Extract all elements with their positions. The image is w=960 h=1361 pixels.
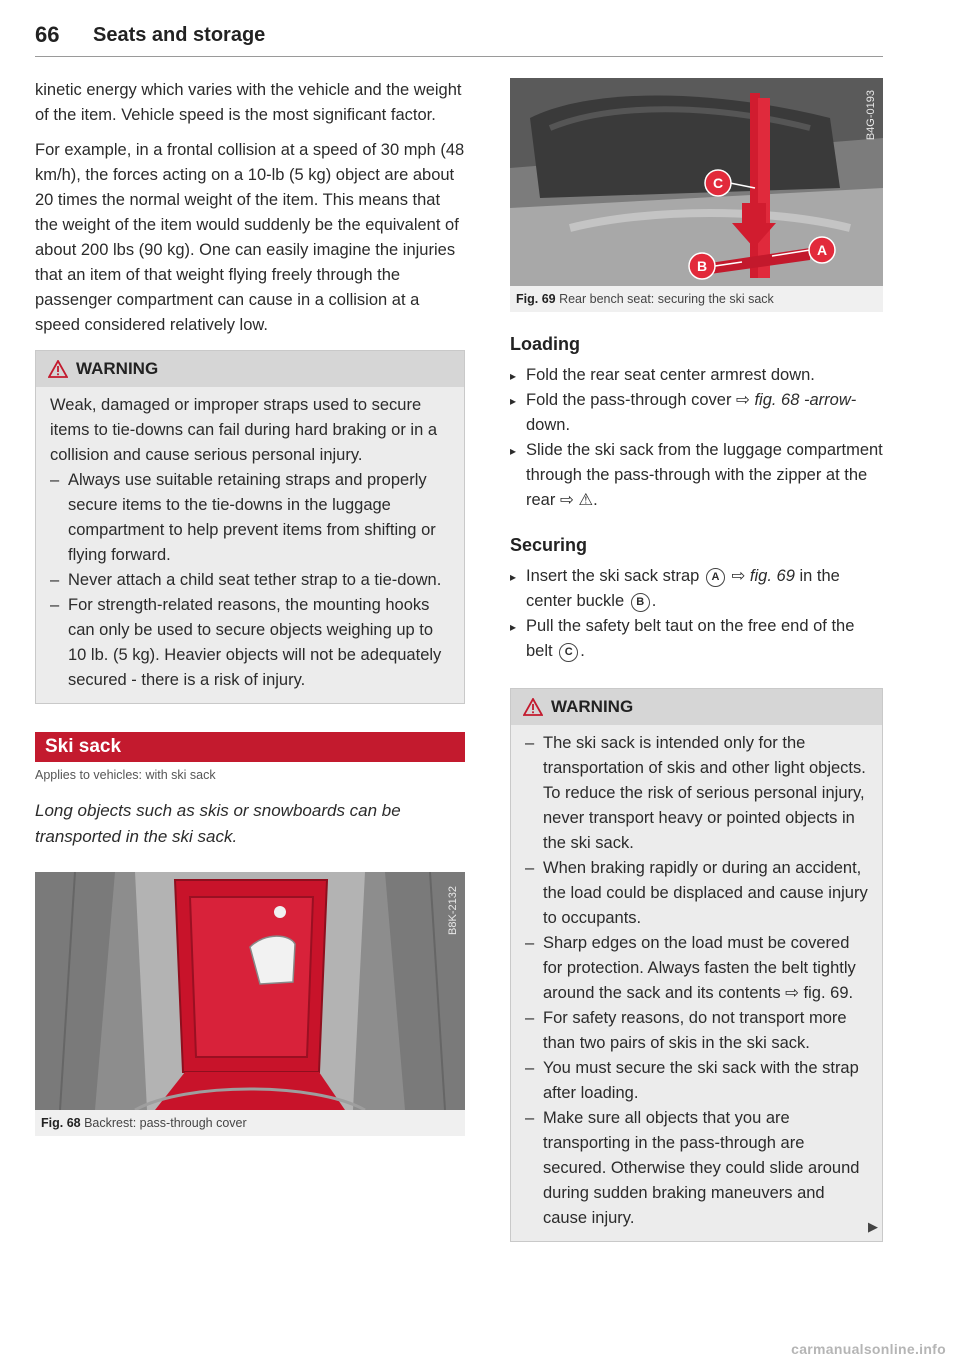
loading-step [510,438,883,513]
backrest-illustration [35,872,465,1110]
figure-69-text: Rear bench seat: securing the ski sack [559,292,774,306]
loading-step-text: Fold the pass-through cover [526,391,732,409]
section-title: Seats and storage [93,24,266,46]
warning-intro: Weak, damaged or improper straps used to secure items to tie-downs can fail during hard braking or in a collision and cause serious personal injury. [50,396,438,464]
figure-68-text: Backrest: pass-through cover [84,1116,247,1130]
figure-68 [35,872,465,1136]
page-header [35,22,883,57]
loading-steps [510,363,883,513]
warning-item: – You must secure the ski sack with the strap after loading. [525,1056,868,1106]
warning-triangle-icon [48,360,68,378]
callout-a-marker: A [706,568,725,587]
warning-item: – Never attach a child seat tether strap to a tie-down. [50,568,450,593]
warning-item: – When braking rapidly or during an accident, the load could be displaced and cause injury to occupants. [525,856,868,931]
figure-69-label: Fig. 69 [516,292,556,306]
warning-title: WARNING [551,697,634,716]
securing-steps [510,564,883,664]
loading-heading: Loading [510,334,580,354]
warning-triangle-icon [523,698,543,716]
page-number: 66 [35,22,60,47]
warning-item: – Always use suitable retaining straps and properly secure items to the tie-downs in the luggage compartment to help prevent items from shifting or flying forward. [50,468,450,568]
figure-reference[interactable]: ⇨ fig. 68 -arrow- [736,391,857,409]
callout-b-marker: B [631,593,650,612]
figure-reference[interactable]: ⇨ fig. 69 [731,567,795,585]
figure-68-image [35,872,465,1110]
figure-68-caption [35,1110,465,1130]
warning-list [525,731,868,1231]
figure-68-label: Fig. 68 [41,1116,81,1130]
callout-c-marker: C [559,643,578,662]
left-column [35,78,465,1136]
applies-to-note: Applies to vehicles: with ski sack [35,768,216,782]
paragraph-kinetic: kinetic energy which varies with the vehicle and the weight of the item. Vehicle speed is the most significant factor. [35,81,462,124]
warning-list [50,468,450,693]
warning-header [36,351,464,387]
warning-item: – For safety reasons, do not transport more than two pairs of skis in the ski sack. [525,1006,868,1056]
ski-sack-intro: Long objects such as skis or snowboards can be transported in the ski sack. [35,801,401,846]
ski-sack-heading: Ski sack [35,732,465,762]
figure-68-code: B8K-2132 [447,886,459,935]
warning-item: – For strength-related reasons, the mounting hooks can only be used to secure objects weighing up to 10 lb. (5 kg). Heavier objects will not be adequately secured - there is a risk of injury. [50,593,450,693]
securing-step: ▸ Pull the safety belt taut on the free end of the belt C . [510,614,883,664]
warning-body [36,387,464,703]
warning-header [511,689,882,725]
loading-step-text: down. [526,416,571,434]
securing-step-text: Insert the ski sack strap [526,567,700,585]
callout-c-label: C [712,175,724,191]
right-column [510,78,883,1242]
warning-body [511,725,882,1241]
loading-step [510,388,883,438]
warning-reference[interactable]: ⇨ ⚠. [559,491,598,509]
watermark: carmanualsonline.info [791,1341,946,1357]
figure-69-caption [510,286,883,306]
loading-step: ▸ Fold the rear seat center armrest down. [510,363,883,388]
securing-step-text: in the center buckle [526,567,840,610]
warning-title: WARNING [76,359,159,378]
warning-box-straps [35,350,465,704]
loading-step-text: Slide the ski sack from the luggage compartment through the pass-through with the zipper at the rear [526,441,883,509]
callout-b-label: B [696,258,708,274]
figure-69 [510,78,883,312]
bench-seat-illustration [510,78,883,286]
callout-a-label: A [816,242,828,258]
securing-heading: Securing [510,535,588,555]
warning-item: – Sharp edges on the load must be covered for protection. Always fasten the belt tightly around the sack and its contents ⇨ fig. 69. [525,931,868,1006]
securing-step-text: Pull the safety belt taut on the free end of the belt [526,617,855,660]
paragraph-example: For example, in a frontal collision at a speed of 30 mph (48 km/h), the forces acting on a 10-lb (5 kg) object are about 20 times the normal weight of the item. This means that the weight of the item would suddenly be the equivalent of about 200 lbs (90 kg). One can easily imagine the injuries that an item of that weight flying freely through the passenger compartment can cause in a collision at a speed considered relatively low. [35,141,465,334]
warning-box-ski-sack [510,688,883,1242]
figure-69-image [510,78,883,286]
warning-item: – Make sure all objects that you are transporting in the pass-through are secured. Otherwise they could slide around during sudden braking maneuvers and cause injury. [525,1106,868,1231]
warning-item: – The ski sack is intended only for the transportation of skis and other light objects. To reduce the risk of serious personal injury, never transport heavy or pointed objects in the ski sack. [525,731,868,856]
figure-69-code: B4G-0193 [865,90,877,141]
securing-step: ▸ Insert the ski sack strap A ⇨ fig. 69 in the center buckle B . [510,564,883,614]
continue-arrow-icon: ▶ [868,1219,878,1234]
